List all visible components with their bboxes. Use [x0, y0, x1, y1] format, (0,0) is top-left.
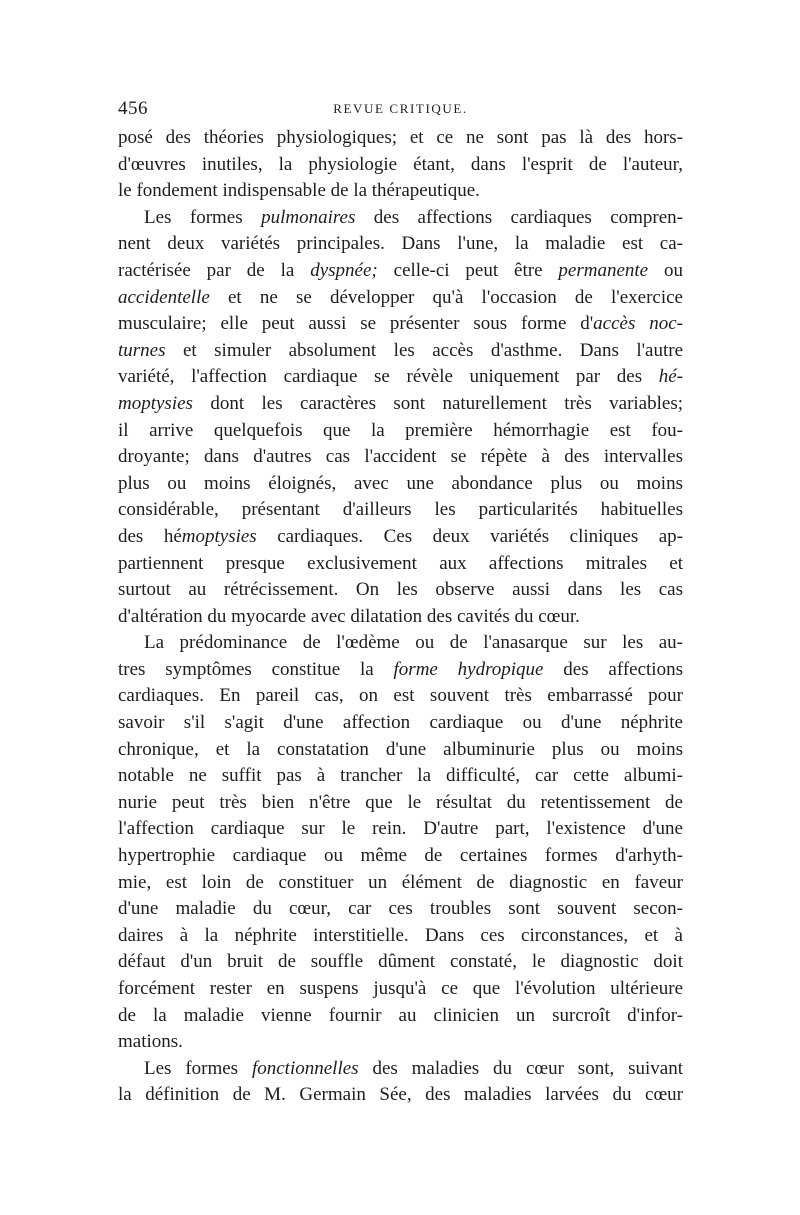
text-line: partiennent presque exclusivement aux affections mitrales et [118, 552, 683, 574]
text-line: Les formes fonctionnelles des maladies du cœur sont, suivant [144, 1057, 683, 1079]
text-line: tres symptômes constitue la forme hydropique des affections [118, 658, 683, 680]
text-line: des hémoptysies cardiaques. Ces deux variétés cliniques ap- [118, 525, 683, 547]
text-line: défaut d'un bruit de souffle dûment constaté, le diagnostic doit [118, 951, 683, 973]
text-line: notable ne suffit pas à trancher la difficulté, car cette albumi- [118, 765, 683, 787]
text-line: mie, est loin de constituer un élément de diagnostic en faveur [118, 871, 683, 893]
text-line: chronique, et la constatation d'une albuminurie plus ou moins [118, 738, 683, 760]
text-line: turnes et simuler absolument les accès d'asthme. Dans l'autre [118, 339, 683, 361]
text-line: posé des théories physiologiques; et ce ne sont pas là des hors- [118, 127, 683, 148]
text-line: il arrive quelquefois que la première hémorrhagie est fou- [118, 419, 683, 441]
text-line: surtout au rétrécissement. On les observe aussi dans les cas [118, 579, 683, 601]
running-title: REVUE CRITIQUE. [333, 101, 468, 116]
text-line: accidentelle et ne se développer qu'à l'occasion de l'exercice [118, 286, 683, 308]
text-line: d'altération du myocarde avec dilatation des cavités du cœur. [118, 605, 580, 627]
text-line: nent deux variétés principales. Dans l'une, la maladie est ca- [118, 233, 683, 255]
text-line: d'œuvres inutiles, la physiologie étant, dans l'esprit de l'auteur, [118, 153, 683, 175]
page-header [118, 98, 683, 124]
text-line: La prédominance de l'œdème ou de l'anasarque sur les au- [144, 632, 683, 654]
text-line: mations. [118, 1031, 183, 1053]
text-line: Les formes pulmonaires des affections cardiaques compren- [144, 206, 683, 228]
text-line: plus ou moins éloignés, avec une abondance plus ou moins [118, 472, 683, 494]
page-number: 456 [118, 98, 148, 119]
text-line: moptysies dont les caractères sont naturellement très variables; [118, 392, 683, 414]
text-line: ractérisée par de la dyspnée; celle-ci peut être permanente ou [118, 259, 683, 281]
text-line: considérable, présentant d'ailleurs les particularités habituelles [118, 499, 683, 521]
text-line: cardiaques. En pareil cas, on est souvent très embarrassé pour [118, 685, 683, 707]
text-line: l'affection cardiaque sur le rein. D'autre part, l'existence d'une [118, 818, 683, 840]
text-line: musculaire; elle peut aussi se présenter sous forme d'accès noc- [118, 313, 683, 335]
text-line: variété, l'affection cardiaque se révèle uniquement par des hé- [118, 366, 683, 388]
text-line: nurie peut très bien n'être que le résultat du retentissement de [118, 791, 683, 813]
text-line: hypertrophie cardiaque ou même de certaines formes d'arhyth- [118, 845, 683, 867]
text-line: savoir s'il s'agit d'une affection cardiaque ou d'une néphrite [118, 712, 683, 734]
text-line: de la maladie vienne fournir au clinicien un surcroît d'infor- [118, 1004, 683, 1026]
text-line: daires à la néphrite interstitielle. Dans ces circonstances, et à [118, 924, 683, 946]
text-line: forcément rester en suspens jusqu'à ce que l'évolution ultérieure [118, 978, 683, 999]
text-line: le fondement indispensable de la thérapeutique. [118, 180, 480, 202]
text-line: la définition de M. Germain Sée, des maladies larvées du cœur [118, 1084, 683, 1106]
text-line: droyante; dans d'autres cas l'accident se répète à des intervalles [118, 446, 683, 468]
text-line: d'une maladie du cœur, car ces troubles sont souvent secon- [118, 898, 683, 920]
body-text [118, 125, 683, 1109]
